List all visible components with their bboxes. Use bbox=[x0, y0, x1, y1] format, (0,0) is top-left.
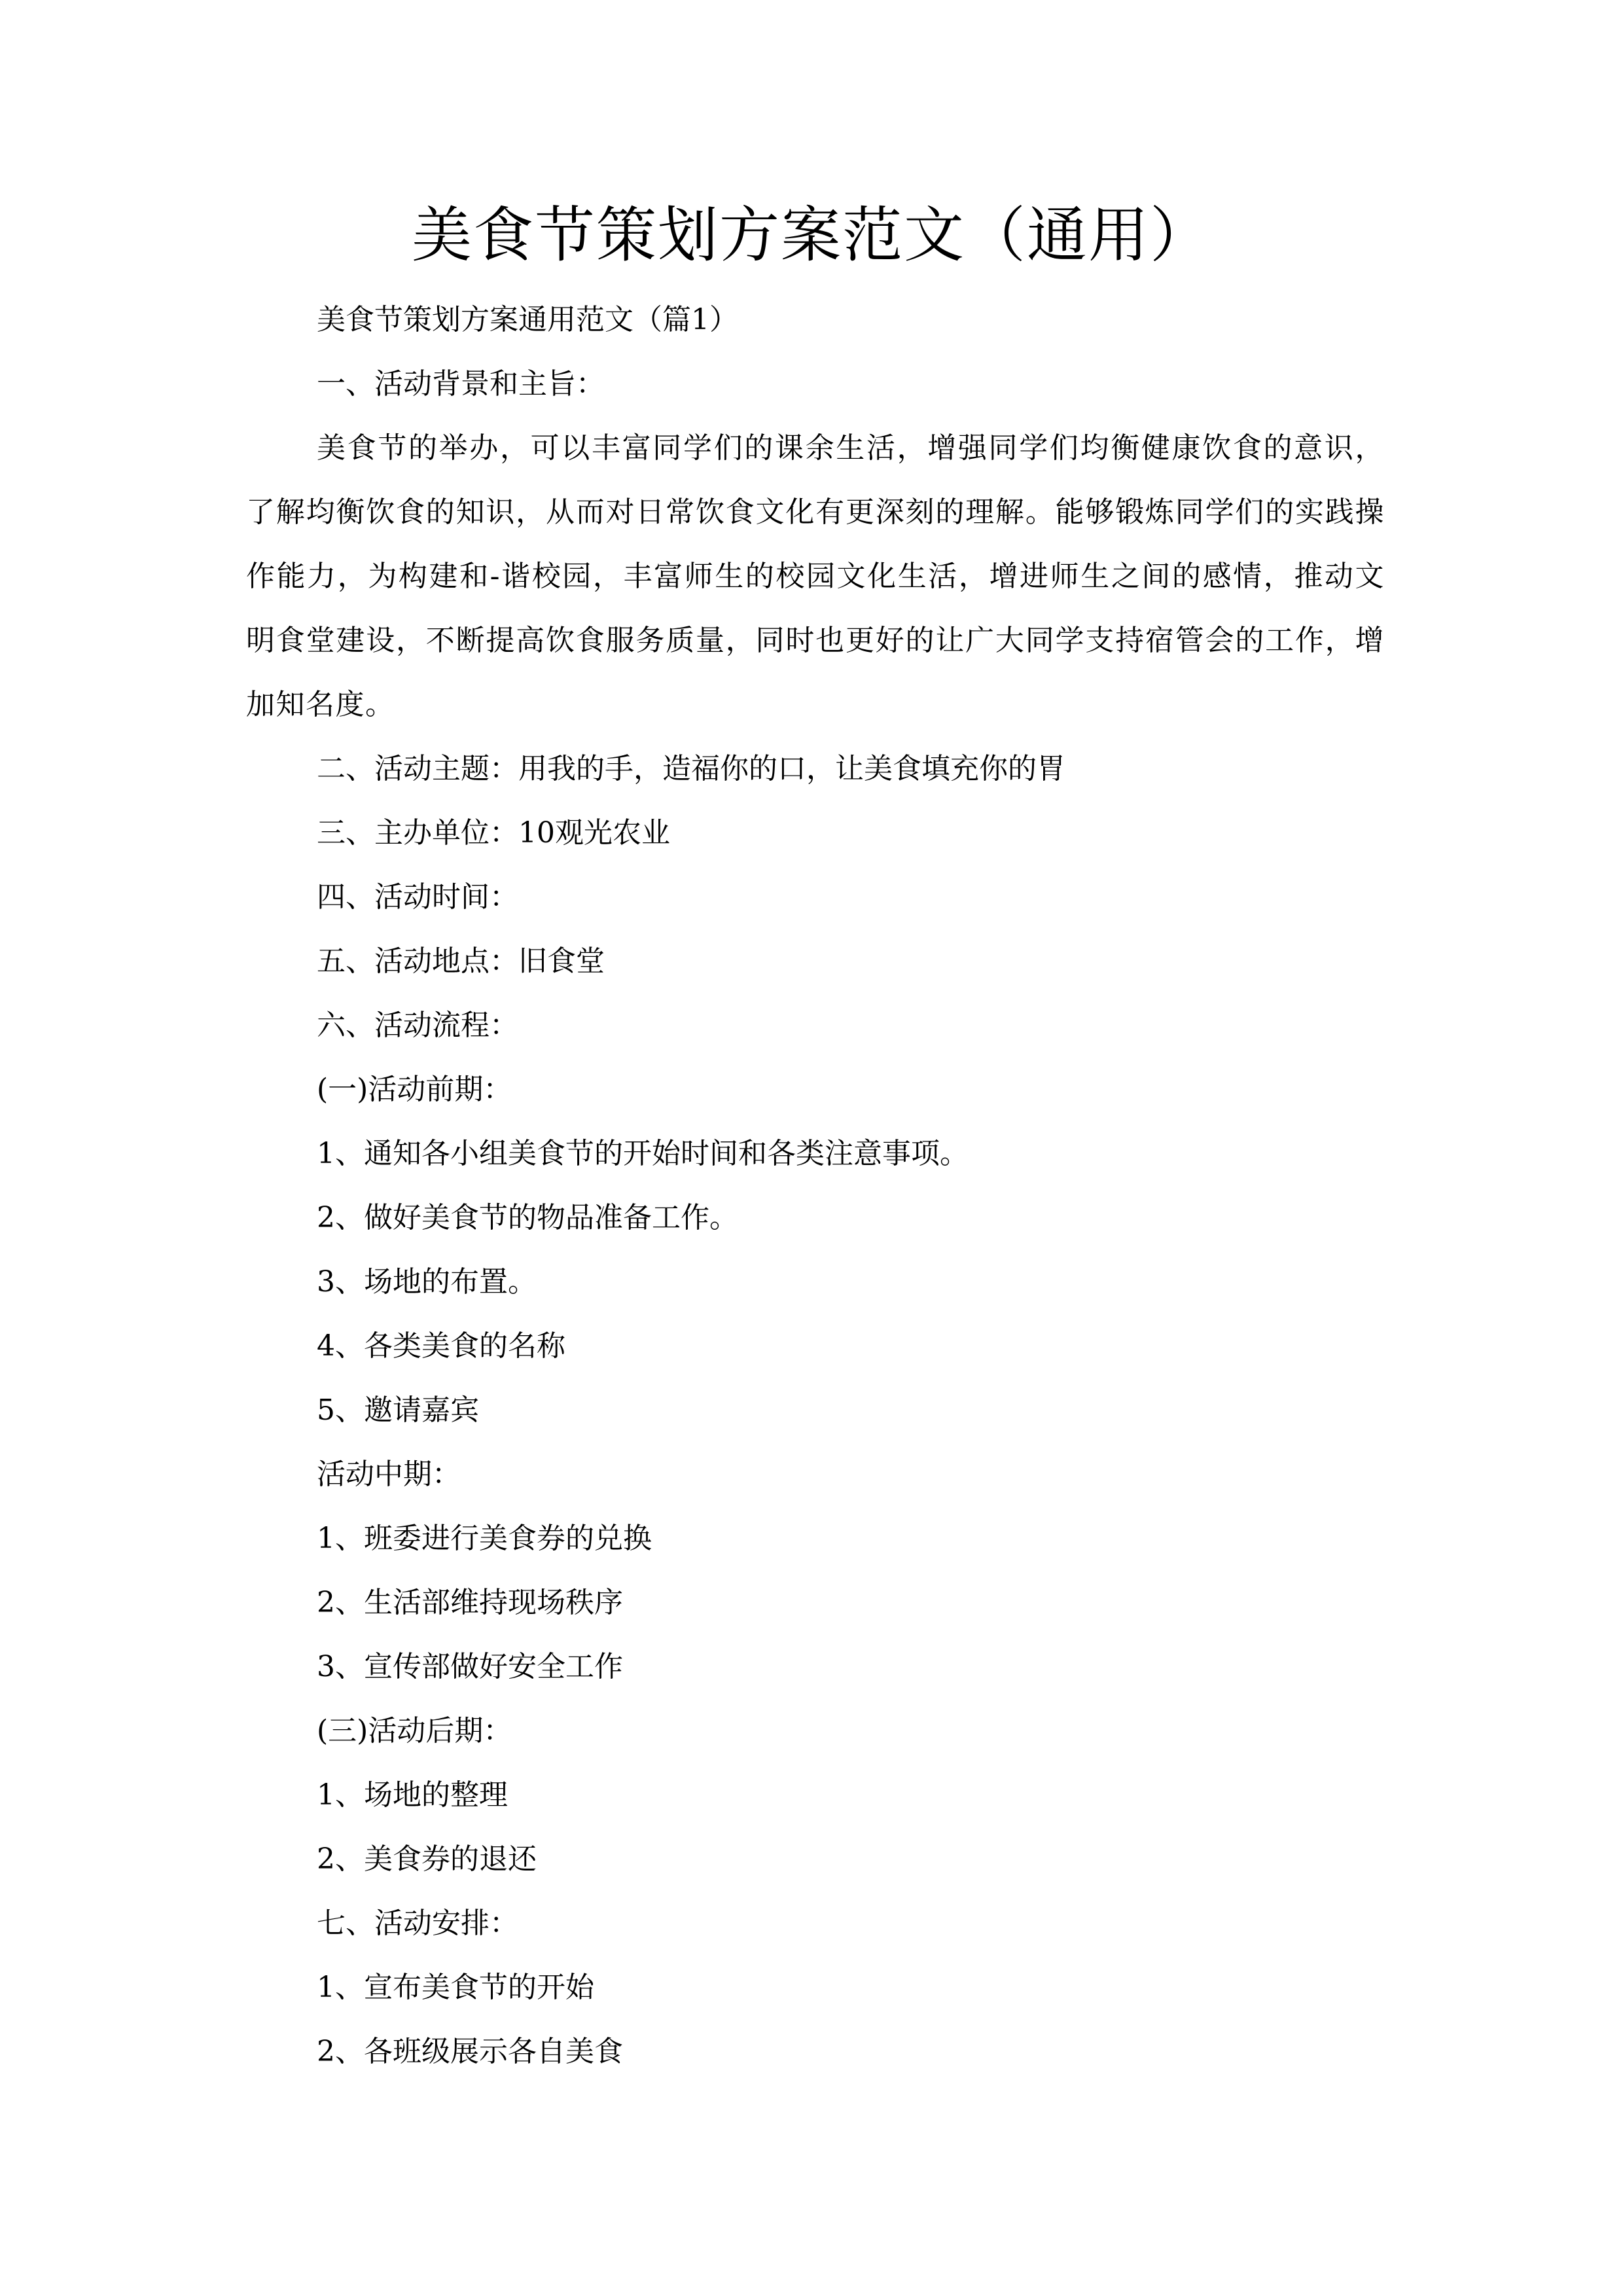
list-item: 3、场地的布置。 bbox=[317, 1265, 537, 1299]
list-item: 5、邀请嘉宾 bbox=[317, 1393, 479, 1427]
background-paragraph: 美食节的举办，可以丰富同学们的课余生活，增强同学们均衡健康饮食的意识，了解均衡饮食的知识，从而对日常饮食文化有更深刻的理解。能够锻炼同学们的实践操作能力，为构建和-谐校园，丰富师生的校园文化生活，增进师生之间的感情，推动文明食堂建设，不断提高饮食服务质量，同时也更好的让广大同学支持宿管会的工作，增加知名度。 bbox=[246, 431, 1385, 721]
section-heading-arrangement: 七、活动安排： bbox=[317, 1907, 518, 1940]
list-item: 1、通知各小组美食节的开始时间和各类注意事项。 bbox=[317, 1137, 969, 1170]
phase-heading-late: (三)活动后期： bbox=[317, 1714, 512, 1748]
list-item: 2、美食券的退还 bbox=[317, 1842, 537, 1876]
list-item: 1、宣布美食节的开始 bbox=[317, 1971, 594, 2004]
list-item: 1、场地的整理 bbox=[317, 1778, 508, 1812]
section-organizer: 三、主办单位：10观光农业 bbox=[317, 816, 670, 850]
list-item: 2、生活部维持现场秩序 bbox=[317, 1586, 623, 1619]
section-location: 五、活动地点：旧食堂 bbox=[317, 944, 605, 978]
document-subtitle: 美食节策划方案通用范文（篇1） bbox=[317, 303, 738, 336]
phase-heading-middle: 活动中期： bbox=[317, 1458, 461, 1491]
list-item: 1、班委进行美食券的兑换 bbox=[317, 1522, 652, 1555]
list-item: 2、各班级展示各自美食 bbox=[317, 2035, 623, 2068]
section-theme: 二、活动主题：用我的手，造福你的口，让美食填充你的胃 bbox=[317, 752, 1065, 785]
list-item: 4、各类美食的名称 bbox=[317, 1329, 565, 1363]
document-body bbox=[246, 288, 1385, 2084]
list-item: 2、做好美食节的物品准备工作。 bbox=[317, 1201, 738, 1234]
document-title: 美食节策划方案范文（通用） bbox=[411, 200, 1211, 270]
section-heading-background: 一、活动背景和主旨： bbox=[317, 367, 605, 401]
section-time: 四、活动时间： bbox=[317, 880, 518, 914]
list-item: 3、宣传部做好安全工作 bbox=[317, 1650, 623, 1683]
section-heading-process: 六、活动流程： bbox=[317, 1009, 518, 1042]
phase-heading-early: (一)活动前期： bbox=[317, 1073, 512, 1106]
